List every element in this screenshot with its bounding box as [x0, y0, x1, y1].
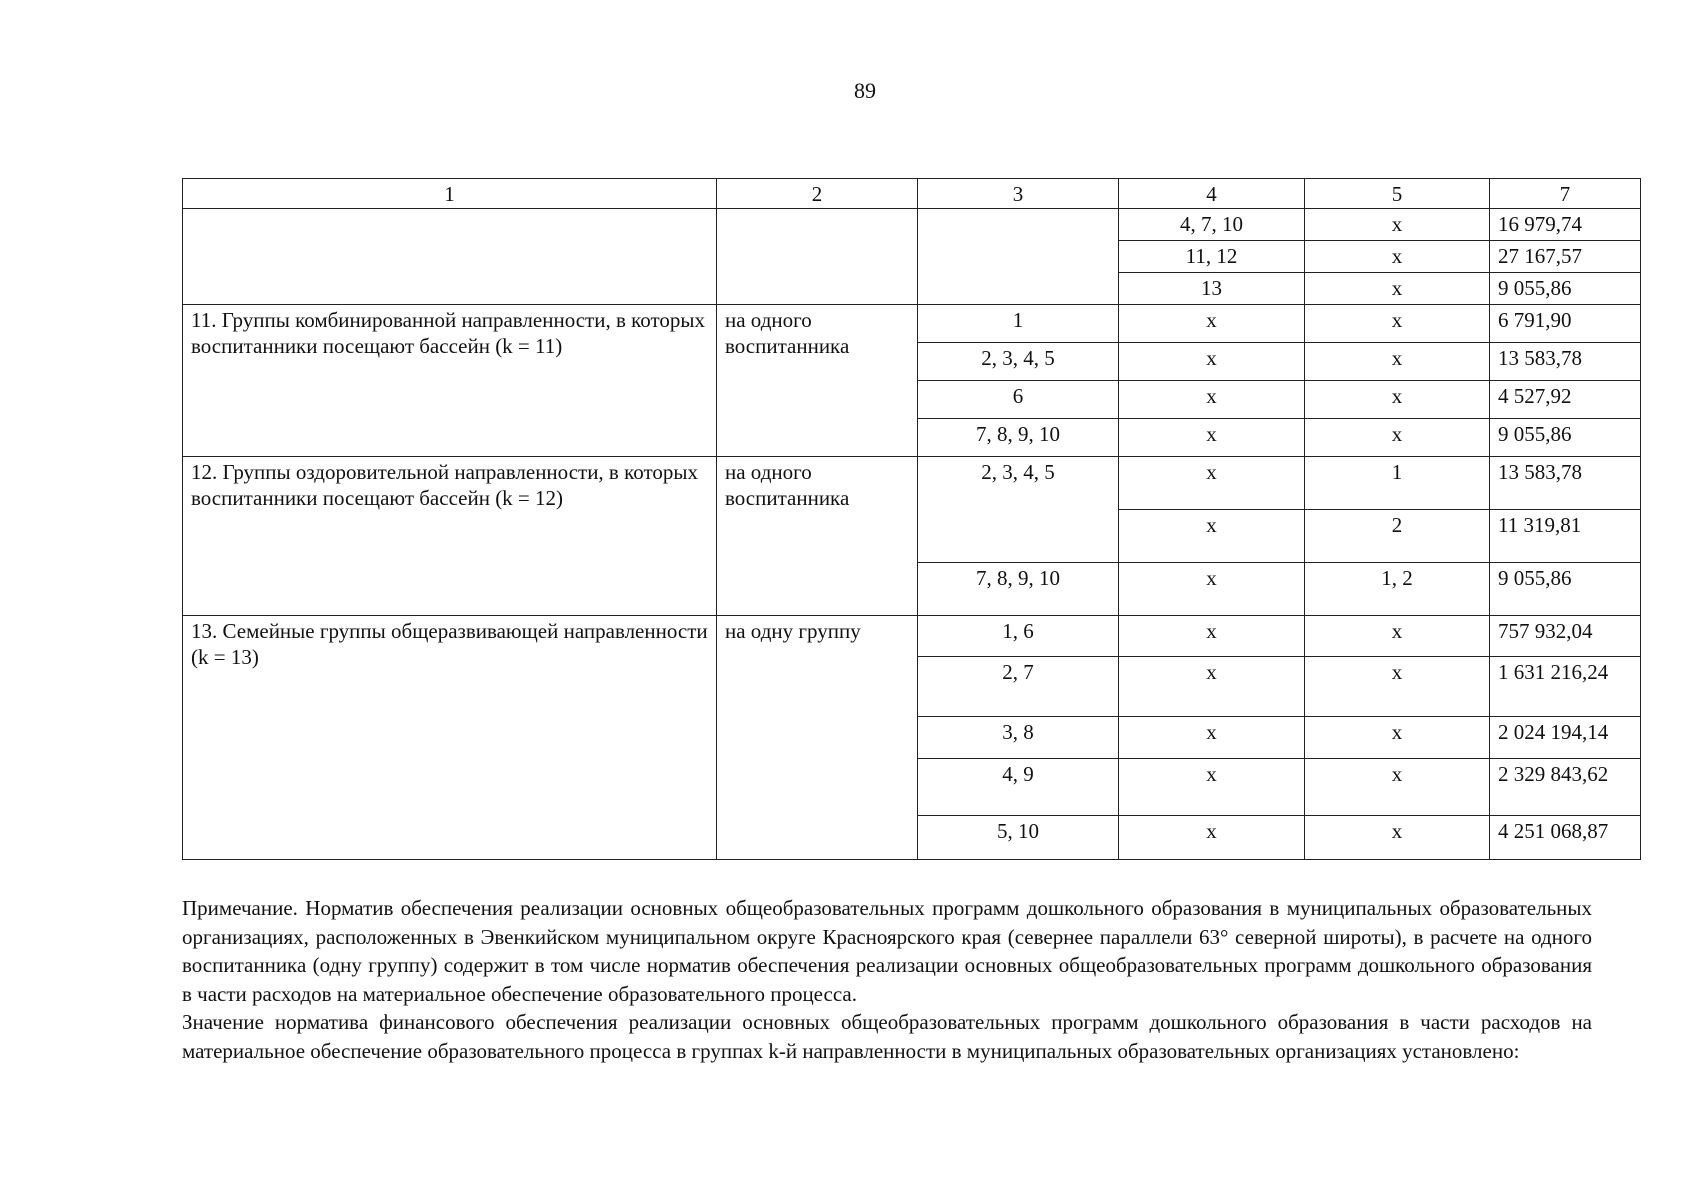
cell-col4: х	[1119, 305, 1305, 343]
cell-col3: 2, 3, 4, 5	[918, 457, 1119, 563]
column-header: 4	[1119, 179, 1305, 209]
cell-col4: х	[1119, 759, 1305, 816]
group-name-12: 12. Группы оздоровительной направленности, в которых воспитанники посещают бассейн (k = 12)	[183, 457, 717, 616]
cell-col5: х	[1305, 343, 1490, 381]
cell-col4: х	[1119, 457, 1305, 510]
cell-col3: 3, 8	[918, 717, 1119, 759]
empty-cell	[183, 209, 717, 305]
cell-col3: 6	[918, 381, 1119, 419]
column-header: 3	[918, 179, 1119, 209]
cell-col5: х	[1305, 816, 1490, 860]
cell-value: 16 979,74	[1490, 209, 1641, 241]
cell-col3: 2, 7	[918, 657, 1119, 717]
cell-col3: 5, 10	[918, 816, 1119, 860]
cell-col4: 11, 12	[1119, 241, 1305, 273]
cell-col3: 2, 3, 4, 5	[918, 343, 1119, 381]
cell-col3: 4, 9	[918, 759, 1119, 816]
cell-col4: 4, 7, 10	[1119, 209, 1305, 241]
column-header: 5	[1305, 179, 1490, 209]
cell-value: 27 167,57	[1490, 241, 1641, 273]
cell-value: 4 251 068,87	[1490, 816, 1641, 860]
cell-col4: х	[1119, 616, 1305, 657]
table-row	[183, 457, 1641, 510]
cell-value: 2 329 843,62	[1490, 759, 1641, 816]
group-name-11: 11. Группы комбинированной направленности, в которых воспитанники посещают бассейн (k = 11)	[183, 305, 717, 457]
cell-col3: 7, 8, 9, 10	[918, 419, 1119, 457]
cell-value: 11 319,81	[1490, 510, 1641, 563]
cell-col5: х	[1305, 419, 1490, 457]
cell-value: 13 583,78	[1490, 343, 1641, 381]
cell-col5: 1	[1305, 457, 1490, 510]
note-paragraph: Примечание. Норматив обеспечения реализации основных общеобразовательных программ дошкольного образования в муниципальных образовательных организациях, расположенных в Эвенкийском муниципальном округе Красноярского края (севернее параллели 63° северной широты), в расчете на одного воспитанника (одну группу) содержит в том числе норматив обеспечения реализации основных общеобразовательных программ дошкольного образования в части расходов на материальное обеспечение образовательного процесса.	[182, 896, 1592, 1006]
cell-value: 2 024 194,14	[1490, 717, 1641, 759]
cell-value: 757 932,04	[1490, 616, 1641, 657]
empty-cell	[717, 209, 918, 305]
cell-col3: 1, 6	[918, 616, 1119, 657]
cell-col5: 1, 2	[1305, 563, 1490, 616]
cell-value: 4 527,92	[1490, 381, 1641, 419]
cell-col5: х	[1305, 209, 1490, 241]
cell-col5: х	[1305, 657, 1490, 717]
cell-value: 1 631 216,24	[1490, 657, 1641, 717]
table-row	[183, 209, 1641, 241]
page-number: 89	[854, 78, 876, 103]
cell-col5: х	[1305, 759, 1490, 816]
cell-col4: х	[1119, 657, 1305, 717]
cell-col5: х	[1305, 381, 1490, 419]
column-header: 1	[183, 179, 717, 209]
group-unit-11: на одного воспитанника	[717, 305, 918, 457]
cell-col5: 2	[1305, 510, 1490, 563]
cell-col4: х	[1119, 510, 1305, 563]
cell-col4: х	[1119, 343, 1305, 381]
cell-col5: х	[1305, 273, 1490, 305]
cell-col5: х	[1305, 241, 1490, 273]
cell-col4: х	[1119, 419, 1305, 457]
column-header: 7	[1490, 179, 1641, 209]
cell-col5: х	[1305, 616, 1490, 657]
cell-col5: х	[1305, 305, 1490, 343]
cell-value: 13 583,78	[1490, 457, 1641, 510]
norms-table	[182, 178, 1641, 860]
cell-col4: х	[1119, 563, 1305, 616]
table-row	[183, 616, 1641, 657]
cell-value: 9 055,86	[1490, 419, 1641, 457]
cell-col4: х	[1119, 717, 1305, 759]
cell-col4: 13	[1119, 273, 1305, 305]
column-header: 2	[717, 179, 918, 209]
cell-value: 9 055,86	[1490, 563, 1641, 616]
cell-col3: 7, 8, 9, 10	[918, 563, 1119, 616]
cell-col5: х	[1305, 717, 1490, 759]
table-row	[183, 305, 1641, 343]
cell-value: 6 791,90	[1490, 305, 1641, 343]
group-unit-13: на одну группу	[717, 616, 918, 860]
group-unit-12: на одного воспитанника	[717, 457, 918, 616]
cell-value: 9 055,86	[1490, 273, 1641, 305]
header-row	[183, 179, 1641, 209]
note-paragraph: Значение норматива финансового обеспечения реализации основных общеобразовательных программ дошкольного образования в части расходов на материальное обеспечение образовательного процесса в группах k-й направленности в муниципальных образовательных организациях установлено:	[182, 1010, 1592, 1063]
cell-col4: х	[1119, 381, 1305, 419]
note-block	[182, 894, 1592, 1065]
group-name-13: 13. Семейные группы общеразвивающей направленности (k = 13)	[183, 616, 717, 860]
cell-col4: х	[1119, 816, 1305, 860]
cell-col3: 1	[918, 305, 1119, 343]
empty-cell	[918, 209, 1119, 305]
